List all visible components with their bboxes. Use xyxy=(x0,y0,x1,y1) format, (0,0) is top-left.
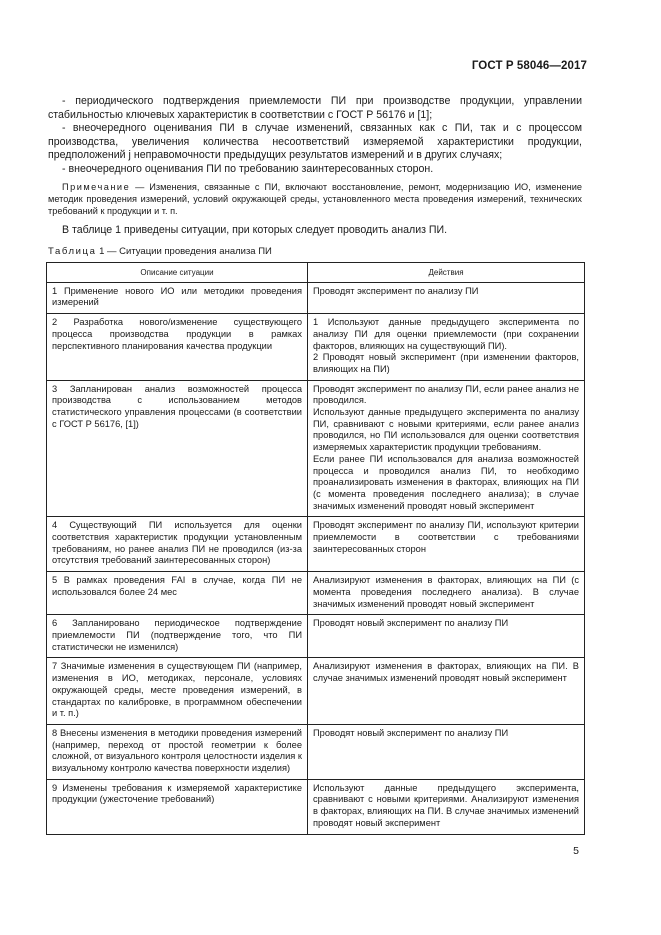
action-line: Используют данные предыдущего эксперимента, сравнивают с новыми критериями. Анализируют изменения в факторах, влияющих на ПИ. В случае значимых изменений проводят новый эксперимент xyxy=(313,782,579,828)
bullet-periodic: - периодического подтверждения приемлемости ПИ при производстве продукции, управлении стабильностью ключевых характеристик в соответствии с ГОСТ Р 56176 и [1]; xyxy=(48,95,582,121)
action-line: 2 Проводят новый эксперимент (при изменении факторов, влияющих на ПИ) xyxy=(313,352,579,374)
action-line: Проводят эксперимент по анализу ПИ xyxy=(313,285,479,296)
table-row xyxy=(47,282,585,313)
table-reference: В таблице 1 приведены ситуации, при которых следует проводить анализ ПИ. xyxy=(62,223,448,236)
table-row xyxy=(47,572,585,615)
situation-cell: 7 Значимые изменения в существующем ПИ (например, изменения в ИО, методиках, персонале, условиях окружающей среды, месте проведения измерений, в стандартах по калибровке, в программном обеспечении и т. п.) xyxy=(47,658,308,725)
table-caption xyxy=(48,246,272,257)
situation-cell: 4 Существующий ПИ используется для оценки соответствия характеристик продукции установленным требованиям, но ранее анализ ПИ не проводился (из-за отсутствия требований заинтересованных сторон) xyxy=(47,517,308,572)
table-header-row xyxy=(47,263,585,283)
note xyxy=(48,181,582,218)
action-line: Проводят новый эксперимент по анализу ПИ xyxy=(313,618,509,629)
note-text: — Изменения, связанные с ПИ, включают восстановление, ремонт, модернизацию ИО, изменение методик проведения измерений, условий окружающей среды, установленного места проведения измерений, технических требований к продукции и т. п. xyxy=(48,181,582,217)
actions-cell xyxy=(308,282,585,313)
situation-cell: 8 Внесены изменения в методики проведения измерений (например, переход от простой геометрии к более сложной, от визуального контроля целостности изделия к визуальному контролю качества поверхности изделия) xyxy=(47,724,308,779)
actions-cell xyxy=(308,658,585,725)
situations-table xyxy=(46,262,585,835)
situation-cell: 5 В рамках проведения FAI в случае, когда ПИ не использовался более 24 мес xyxy=(47,572,308,615)
situation-cell: 9 Изменены требования к измеряемой характеристике продукции (ужесточение требований) xyxy=(47,779,308,834)
bullet-extraordinary-changes: - внеочередного оценивания ПИ в случае изменений, связанных как с ПИ, так и с процессом производства, увеличения количества несоответствий измеряемой характеристики продукции, предположений j неправомочности предыдущих результатов измерений и в других случаях; xyxy=(48,122,582,162)
actions-cell xyxy=(308,779,585,834)
table-caption-text: 1 — Ситуации проведения анализа ПИ xyxy=(96,246,272,257)
action-line: Проводят эксперимент по анализу ПИ, если ранее анализ не проводился. xyxy=(313,383,579,406)
table-row xyxy=(47,615,585,658)
action-line: 1 Используют данные предыдущего эксперимента по анализу ПИ для оценки приемлемости (при сохранении факторов, влияющих на существующий ПИ). xyxy=(313,317,579,351)
actions-cell xyxy=(308,380,585,517)
actions-cell xyxy=(308,517,585,572)
action-line: Анализируют изменения в факторах, влияющих на ПИ (с момента проведения последнего анализа). В случае значимых изменений проводят новый эксперимент xyxy=(313,575,579,609)
actions-cell xyxy=(308,615,585,658)
table-row xyxy=(47,380,585,517)
actions-cell xyxy=(308,572,585,615)
header-actions: Действия xyxy=(308,263,585,283)
situation-cell: 3 Запланирован анализ возможностей процесса производства с использованием методов статистического управления процессами (в соответствии с ГОСТ Р 56176, [1]) xyxy=(47,380,308,517)
action-line: Проводят эксперимент по анализу ПИ, используют критерии приемлемости в соответствии с требованиями заинтересованных сторон xyxy=(313,520,579,554)
note-label: Примечание xyxy=(62,181,131,192)
action-line: Проводят новый эксперимент по анализу ПИ xyxy=(313,727,509,738)
page-number: 5 xyxy=(573,845,579,857)
intro-section xyxy=(48,95,582,237)
table-row xyxy=(47,314,585,381)
situation-cell: 1 Применение нового ИО или методики проведения измерений xyxy=(47,282,308,313)
actions-cell xyxy=(308,724,585,779)
situation-cell: 6 Запланировано периодическое подтверждение приемлемости ПИ (подтверждение того, что ПИ статистически не изменился) xyxy=(47,615,308,658)
document-code: ГОСТ Р 58046—2017 xyxy=(471,60,587,72)
action-line: Используют данные предыдущего эксперимента по анализу ПИ, сравнивают с новыми критериями, если ранее анализ проводился, но ПИ использовался для оценки соответствия измеряемых характеристик продукции требованиям. xyxy=(313,407,579,453)
situation-cell: 2 Разработка нового/изменение существующего процесса производства продукции в рамках перспективного планирования качества продукции xyxy=(47,314,308,381)
actions-cell xyxy=(308,314,585,381)
bullet-extraordinary-request: - внеочередного оценивания ПИ по требованию заинтересованных сторон. xyxy=(62,162,434,175)
table-row xyxy=(47,658,585,725)
action-line: Если ранее ПИ использовался для анализа возможностей процесса и проводился анализ ПИ, то необходимо проанализировать изменения в факторах, влияющих на ПИ (с момента проведения последнего анализа); в случае значимых изменений проводят новый эксперимент xyxy=(313,453,579,511)
action-line: Анализируют изменения в факторах, влияющих на ПИ. В случае значимых изменений проводят новый эксперимент xyxy=(313,661,579,684)
table-row xyxy=(47,517,585,572)
table-row xyxy=(47,779,585,834)
table-row xyxy=(47,724,585,779)
table-caption-label: Таблица xyxy=(48,246,97,257)
header-situation: Описание ситуации xyxy=(47,263,308,283)
